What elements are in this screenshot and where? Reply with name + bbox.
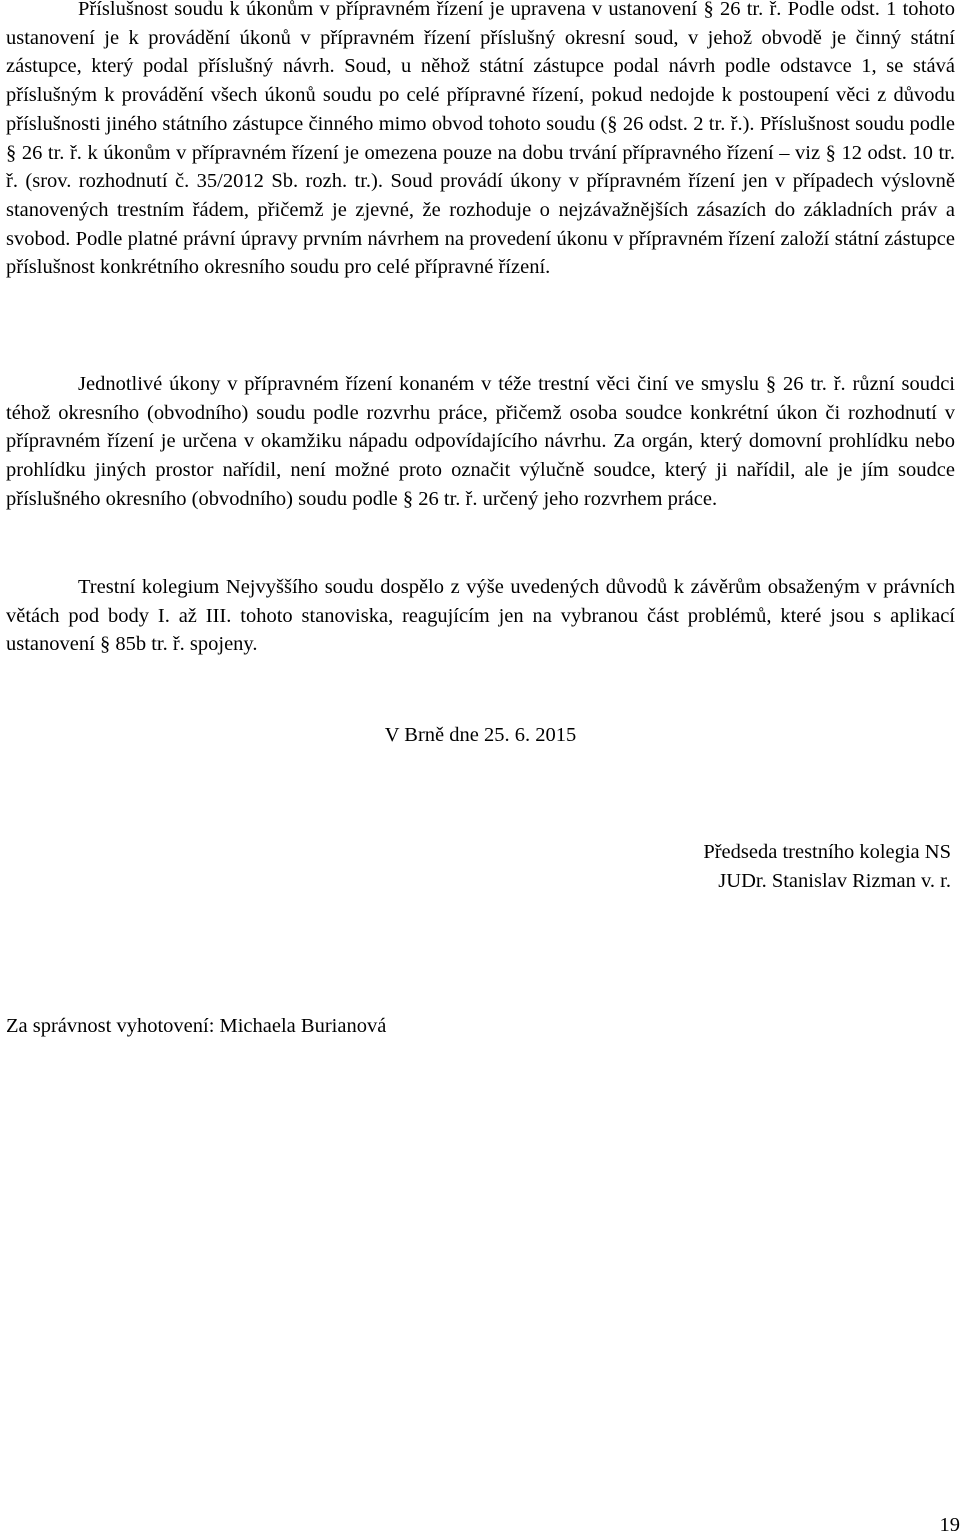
place-date: V Brně dne 25. 6. 2015	[384, 724, 577, 746]
paragraph-conclusion: Trestní kolegium Nejvyššího soudu dospělo z výše uvedených důvodů k závěrům obsaženým v právních větách pod body I. až III. tohoto stanoviska, reagujícím jen na vybranou část problémů, které jsou s aplikací ustanovení § 85b tr. ř. spojeny.	[6, 576, 955, 656]
paragraph-individual-acts: Jednotlivé úkony v přípravném řízení konaném v téže trestní věci činí ve smyslu § 26 tr. ř. různí soudci téhož okresního (obvodního) soudu podle rozvrhu práce, přičemž osoba soudce konkrétní úkon či rozhodnutí v přípravném řízení je určena v okamžiku nápadu odpovídajícího návrhu. Za orgán, který domovní prohlídku nebo prohlídku jiných prostor nařídil, není možné proto označit výlučně soudce, který ji nařídil, ale je jím soudce příslušného okresního (obvodního) soudu podle § 26 tr. ř. určený jeho rozvrhem práce.	[6, 373, 955, 510]
signature-block	[703, 838, 951, 895]
page-number: 19	[939, 1514, 960, 1536]
signature-name: JUDr. Stanislav Rizman v. r.	[718, 869, 951, 892]
correctness-note: Za správnost vyhotovení: Michaela Burianová	[6, 1015, 387, 1037]
paragraph-jurisdiction: Příslušnost soudu k úkonům v přípravném řízení je upravena v ustanovení § 26 tr. ř. Podle odst. 1 tohoto ustanovení je k provádění úkonů v přípravném řízení příslušný okresní soud, v jehož obvodě je činný státní zástupce, který podal příslušný návrh. Soud, u něhož státní zástupce podal návrh podle odstavce 1, se stává příslušným k provádění všech úkonů soudu po celé přípravné řízení, pokud nedojde k postoupení věci z důvodu příslušnosti jiného státního zástupce činného mimo obvod tohoto soudu (§ 26 odst. 2 tr. ř.). Příslušnost soudu podle § 26 tr. ř. k úkonům v přípravném řízení je omezena pouze na dobu trvání přípravného řízení – viz § 12 odst. 10 tr. ř. (srov. rozhodnutí č. 35/2012 Sb. rozh. tr.). Soud provádí úkony v přípravném řízení jen v případech výslovně stanovených trestním řádem, přičemž je zjevné, že rozhoduje o nejzávažnějších zásazích do základních práv a svobod. Podle platné právní úpravy prvním návrhem na provedení úkonu v přípravném řízení založí státní zástupce příslušnost konkrétního okresního soudu pro celé přípravné řízení.	[6, 0, 955, 279]
signature-title: Předseda trestního kolegia NS	[703, 841, 951, 863]
